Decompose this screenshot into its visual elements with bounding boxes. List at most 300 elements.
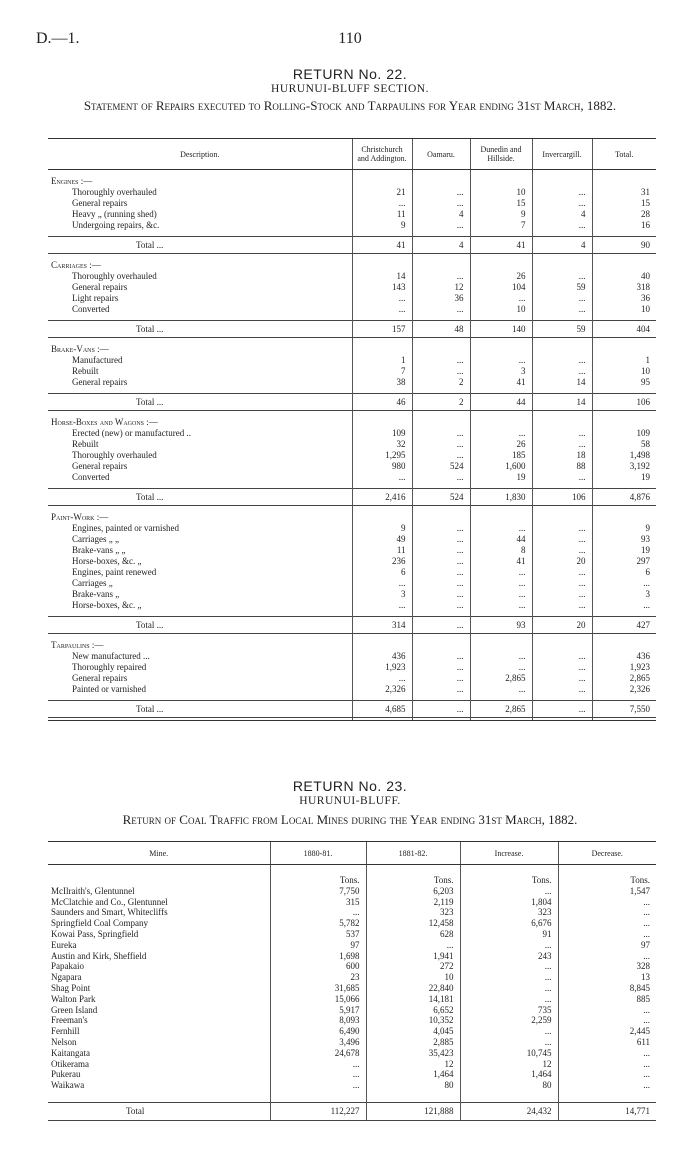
cell-value: 1,941	[366, 951, 460, 962]
empty-cell	[412, 411, 470, 429]
cell-value: 885	[558, 994, 656, 1005]
cell-value: ...	[558, 1080, 656, 1091]
cell-value: 236	[352, 556, 412, 567]
total-value: 4,685	[352, 701, 412, 718]
cell-value: 323	[366, 907, 460, 918]
empty-cell	[352, 254, 412, 272]
cell-value: ...	[352, 304, 412, 315]
table-row	[48, 651, 656, 662]
cell-value: ...	[412, 545, 470, 556]
table-row	[48, 1080, 656, 1091]
table-row	[48, 304, 656, 315]
cell-value: 31	[592, 187, 656, 198]
row-label: Manufactured	[72, 355, 123, 365]
cell-value: ...	[352, 600, 412, 611]
mine-name: Eureka	[51, 939, 77, 950]
table-row	[48, 209, 656, 220]
cell-value: ...	[470, 684, 532, 695]
total-value: 157	[352, 321, 412, 338]
table-row	[48, 1048, 656, 1059]
cell-value: 14	[532, 377, 592, 388]
cell-value: ...	[558, 1069, 656, 1080]
return-23-caption: Return of Coal Traffic from Local Mines during the Year ending 31st March, 1882.	[122, 812, 578, 827]
table-row	[48, 961, 656, 972]
cell-value: 10,352	[366, 1015, 460, 1026]
total-label: Total	[48, 1102, 270, 1120]
table-row	[48, 600, 656, 611]
empty-cell	[470, 634, 532, 652]
cell-value: 980	[352, 461, 412, 472]
table-row	[48, 983, 656, 994]
cell-value: 3	[470, 366, 532, 377]
row-label: Rebuilt	[72, 366, 99, 376]
total-value: 4	[412, 237, 470, 254]
column-header: Oamaru.	[412, 139, 470, 170]
cell-value: ...	[412, 220, 470, 231]
empty-cell	[352, 411, 412, 429]
cell-value: 1,498	[592, 450, 656, 461]
table-row	[48, 282, 656, 293]
cell-value: 6,676	[460, 918, 558, 929]
total-value: 404	[592, 321, 656, 338]
cell-value: ...	[412, 187, 470, 198]
total-row	[48, 1102, 656, 1120]
cell-value: 23	[270, 972, 366, 983]
empty-cell	[592, 411, 656, 429]
cell-value: 1,804	[460, 897, 558, 908]
cell-value: 97	[270, 940, 366, 951]
cell-value: ...	[470, 293, 532, 304]
cell-value: 524	[412, 461, 470, 472]
cell-value: 14,181	[366, 994, 460, 1005]
table-row	[48, 472, 656, 483]
return-22-title: RETURN No. 22.	[292, 66, 408, 82]
cell-value: 58	[592, 439, 656, 450]
empty-cell	[412, 338, 470, 356]
cell-value: ...	[270, 907, 366, 918]
cell-value: 185	[470, 450, 532, 461]
cell-value: 10	[592, 366, 656, 377]
table-row	[48, 578, 656, 589]
cell-value: 3	[352, 589, 412, 600]
row-label: General repairs	[72, 282, 128, 292]
cell-value: 88	[532, 461, 592, 472]
cell-value: 2,326	[592, 684, 656, 695]
cell-value: 80	[460, 1080, 558, 1091]
return-22-table	[48, 138, 656, 721]
mine-name: Waikawa	[51, 1080, 85, 1091]
cell-value: ...	[558, 951, 656, 962]
total-value: 48	[412, 321, 470, 338]
cell-value: 44	[470, 534, 532, 545]
cell-value: ...	[412, 439, 470, 450]
empty-cell	[412, 506, 470, 524]
total-row	[48, 394, 656, 411]
cell-value: ...	[532, 355, 592, 366]
cell-value: ...	[412, 651, 470, 662]
section-title: Engines :—	[51, 176, 93, 186]
cell-value: 1,547	[558, 886, 656, 897]
empty-cell	[352, 634, 412, 652]
cell-value: 628	[366, 929, 460, 940]
cell-value: 31,685	[270, 983, 366, 994]
table-row	[48, 428, 656, 439]
unit-label: Tons.	[558, 865, 656, 886]
cell-value: ...	[412, 198, 470, 209]
table-header-row	[48, 842, 656, 865]
return-23-section: HURUNUI-BLUFF.	[299, 795, 401, 807]
mine-name: Papakaio	[51, 961, 84, 972]
column-header: Mine.	[48, 842, 270, 865]
cell-value: ...	[460, 972, 558, 983]
table-row	[48, 220, 656, 231]
cell-value: ...	[460, 983, 558, 994]
cell-value: 16	[592, 220, 656, 231]
cell-value: 272	[366, 961, 460, 972]
return-23-table	[48, 841, 656, 1121]
total-row	[48, 237, 656, 254]
cell-value: ...	[460, 961, 558, 972]
mine-name: Otikerama	[51, 1058, 89, 1069]
unit-label: Tons.	[366, 865, 460, 886]
empty-cell	[412, 718, 470, 721]
total-value: 4	[532, 237, 592, 254]
empty-cell	[352, 338, 412, 356]
empty-cell	[48, 865, 270, 886]
empty-cell	[470, 338, 532, 356]
table-row	[48, 567, 656, 578]
row-label: Heavy „ (running shed)	[72, 209, 157, 219]
cell-value: ...	[460, 994, 558, 1005]
section-row	[48, 338, 656, 356]
cell-value: ...	[532, 472, 592, 483]
cell-value: 9	[352, 220, 412, 231]
table-row	[48, 907, 656, 918]
empty-cell	[532, 411, 592, 429]
cell-value: 4	[532, 209, 592, 220]
cell-value: 95	[592, 377, 656, 388]
cell-value: ...	[412, 304, 470, 315]
empty-cell	[270, 1091, 366, 1102]
total-value: ...	[412, 617, 470, 634]
cell-value: ...	[412, 366, 470, 377]
cell-value: 243	[460, 951, 558, 962]
cell-value: 2,326	[352, 684, 412, 695]
empty-cell	[532, 170, 592, 188]
cell-value: 80	[366, 1080, 460, 1091]
empty-cell	[532, 254, 592, 272]
total-label: Total ...	[48, 489, 352, 506]
total-value: 1,830	[470, 489, 532, 506]
column-header: Total.	[592, 139, 656, 170]
cell-value: 21	[352, 187, 412, 198]
cell-value: ...	[412, 472, 470, 483]
total-label: Total ...	[48, 237, 352, 254]
cell-value: 22,840	[366, 983, 460, 994]
column-header: Christchurch and Addington.	[352, 139, 412, 170]
cell-value: 600	[270, 961, 366, 972]
cell-value: 611	[558, 1037, 656, 1048]
section-title: Tarpaulins :—	[51, 640, 104, 650]
cell-value: 436	[352, 651, 412, 662]
mine-name: Kowai Pass, Springfield	[51, 928, 139, 939]
total-value: 4,876	[592, 489, 656, 506]
table-row	[48, 461, 656, 472]
cell-value: ...	[532, 578, 592, 589]
table-row	[48, 886, 656, 897]
return-22-section: HURUNUI-BLUFF SECTION.	[271, 83, 429, 95]
empty-cell	[592, 634, 656, 652]
row-label: General repairs	[72, 198, 128, 208]
cell-value: ...	[532, 662, 592, 673]
column-header: Invercargill.	[532, 139, 592, 170]
row-label: Engines, paint renewed	[72, 567, 157, 577]
cell-value: 41	[470, 556, 532, 567]
cell-value: 1,464	[460, 1069, 558, 1080]
cell-value: 10	[470, 304, 532, 315]
table-row	[48, 994, 656, 1005]
empty-cell	[352, 718, 412, 721]
mine-name: Saunders and Smart, Whitecliffs	[51, 907, 168, 918]
row-label: Undergoing repairs, &c.	[72, 220, 160, 230]
empty-cell	[352, 506, 412, 524]
section-row	[48, 254, 656, 272]
total-value: 106	[532, 489, 592, 506]
cell-value: 5,782	[270, 918, 366, 929]
table-row	[48, 556, 656, 567]
cell-value: ...	[412, 589, 470, 600]
cell-value: 1,464	[366, 1069, 460, 1080]
cell-value: 26	[470, 439, 532, 450]
table-row	[48, 293, 656, 304]
cell-value: 1,698	[270, 951, 366, 962]
cell-value: 36	[592, 293, 656, 304]
empty-cell	[592, 254, 656, 272]
cell-value: ...	[532, 684, 592, 695]
cell-value: 10	[470, 187, 532, 198]
cell-value: ...	[532, 534, 592, 545]
cell-value: ...	[592, 578, 656, 589]
cell-value: 1	[352, 355, 412, 366]
cell-value: 4,045	[366, 1026, 460, 1037]
cell-value: ...	[470, 600, 532, 611]
mine-name: McIlraith's, Glentunnel	[51, 885, 135, 896]
column-header: Dunedin and Hillside.	[470, 139, 532, 170]
empty-cell	[470, 254, 532, 272]
cell-value: ...	[270, 1059, 366, 1070]
table-row	[48, 450, 656, 461]
cell-value: 12	[460, 1059, 558, 1070]
total-value: 314	[352, 617, 412, 634]
cell-value: 19	[592, 545, 656, 556]
cell-value: ...	[470, 355, 532, 366]
cell-value: 2,885	[366, 1037, 460, 1048]
table-row	[48, 662, 656, 673]
cell-value: ...	[532, 293, 592, 304]
table-row	[48, 684, 656, 695]
cell-value: 9	[470, 209, 532, 220]
cell-value: ...	[460, 886, 558, 897]
cell-value: 8,845	[558, 983, 656, 994]
cell-value: ...	[412, 578, 470, 589]
total-label: Total ...	[48, 617, 352, 634]
cell-value: ...	[558, 1015, 656, 1026]
cell-value: ...	[532, 600, 592, 611]
cell-value: ...	[270, 1069, 366, 1080]
table-row	[48, 1015, 656, 1026]
cell-value: ...	[532, 366, 592, 377]
page-number: 110	[338, 30, 362, 47]
section-row	[48, 411, 656, 429]
table-row	[48, 897, 656, 908]
total-value: 2,416	[352, 489, 412, 506]
cell-value: ...	[558, 897, 656, 908]
cell-value: ...	[558, 1048, 656, 1059]
total-value: 524	[412, 489, 470, 506]
row-label: Converted	[72, 304, 110, 314]
empty-cell	[532, 634, 592, 652]
cell-value: 24,678	[270, 1048, 366, 1059]
cell-value: 49	[352, 534, 412, 545]
cell-value: ...	[352, 578, 412, 589]
cell-value: 8,093	[270, 1015, 366, 1026]
cell-value: 109	[352, 428, 412, 439]
table-end-rule	[48, 718, 656, 721]
mine-name: Walton Park	[51, 993, 96, 1004]
cell-value: 93	[592, 534, 656, 545]
unit-label: Tons.	[460, 865, 558, 886]
total-value: 44	[470, 394, 532, 411]
empty-cell	[532, 506, 592, 524]
cell-value: 3,192	[592, 461, 656, 472]
section-title: Carriages :—	[51, 260, 101, 270]
empty-cell	[470, 411, 532, 429]
cell-value: ...	[470, 428, 532, 439]
cell-value: 10,745	[460, 1048, 558, 1059]
section-row	[48, 506, 656, 524]
cell-value: ...	[532, 271, 592, 282]
empty-cell	[470, 718, 532, 721]
cell-value: 2,865	[470, 673, 532, 684]
cell-value: 10	[366, 972, 460, 983]
row-label: Converted	[72, 472, 110, 482]
cell-value: ...	[592, 600, 656, 611]
cell-value: ...	[352, 198, 412, 209]
row-label: Light repairs	[72, 293, 119, 303]
row-label: New manufactured ...	[72, 651, 150, 661]
table-row	[48, 271, 656, 282]
cell-value: ...	[532, 439, 592, 450]
cell-value: ...	[532, 545, 592, 556]
row-label: Thoroughly overhauled	[72, 450, 157, 460]
row-label: Erected (new) or manufactured ..	[72, 428, 191, 438]
table-row	[48, 545, 656, 556]
row-label: Carriages „ „	[72, 534, 119, 544]
mine-name: Freeman's	[51, 1015, 88, 1026]
cell-value: 9	[352, 523, 412, 534]
cell-value: 2,445	[558, 1026, 656, 1037]
cell-value: ...	[532, 567, 592, 578]
row-label: Painted or varnished	[72, 684, 146, 694]
table-row	[48, 439, 656, 450]
table-row	[48, 534, 656, 545]
cell-value: ...	[532, 187, 592, 198]
section-title: Brake-Vans :—	[51, 344, 109, 354]
section-row	[48, 634, 656, 652]
cell-value: ...	[470, 662, 532, 673]
cell-value: 3,496	[270, 1037, 366, 1048]
cell-value: 28	[592, 209, 656, 220]
cell-value: 19	[470, 472, 532, 483]
cell-value: 9	[592, 523, 656, 534]
cell-value: 10	[592, 304, 656, 315]
cell-value: ...	[412, 355, 470, 366]
cell-value: ...	[352, 293, 412, 304]
cell-value: 7	[470, 220, 532, 231]
cell-value: 26	[470, 271, 532, 282]
table-header-row	[48, 139, 656, 170]
cell-value: 1	[592, 355, 656, 366]
cell-value: ...	[470, 567, 532, 578]
cell-value: 7,750	[270, 886, 366, 897]
row-label: Rebuilt	[72, 439, 99, 449]
total-label: Total ...	[48, 394, 352, 411]
spacer-row	[48, 1091, 656, 1102]
cell-value: ...	[412, 556, 470, 567]
cell-value: ...	[558, 907, 656, 918]
total-value: 2	[412, 394, 470, 411]
cell-value: 19	[592, 472, 656, 483]
column-header: Decrease.	[558, 842, 656, 865]
column-header: 1881-82.	[366, 842, 460, 865]
row-label: Thoroughly repaired	[72, 662, 147, 672]
empty-cell	[412, 170, 470, 188]
cell-value: 8	[470, 545, 532, 556]
return-23-title: RETURN No. 23.	[292, 778, 408, 794]
cell-value: 11	[352, 545, 412, 556]
total-value: 41	[470, 237, 532, 254]
total-value: ...	[532, 701, 592, 718]
cell-value: 143	[352, 282, 412, 293]
column-header: 1880-81.	[270, 842, 366, 865]
column-header: Increase.	[460, 842, 558, 865]
cell-value: 40	[592, 271, 656, 282]
cell-value: 36	[412, 293, 470, 304]
cell-value: ...	[532, 220, 592, 231]
total-value: 93	[470, 617, 532, 634]
cell-value: ...	[532, 198, 592, 209]
cell-value: ...	[460, 1026, 558, 1037]
cell-value: ...	[470, 578, 532, 589]
cell-value: ...	[412, 567, 470, 578]
cell-value: 35,423	[366, 1048, 460, 1059]
cell-value: 318	[592, 282, 656, 293]
cell-value: ...	[558, 918, 656, 929]
cell-value: ...	[558, 1005, 656, 1016]
cell-value: 537	[270, 929, 366, 940]
cell-value: 97	[558, 940, 656, 951]
table-row	[48, 972, 656, 983]
empty-cell	[412, 634, 470, 652]
total-value: 427	[592, 617, 656, 634]
empty-cell	[532, 718, 592, 721]
total-value: 20	[532, 617, 592, 634]
total-label: Total ...	[48, 321, 352, 338]
total-value: 14,771	[558, 1102, 656, 1120]
table-row	[48, 366, 656, 377]
row-label: Engines, painted or varnished	[72, 523, 179, 533]
mine-name: Shag Point	[51, 982, 91, 993]
